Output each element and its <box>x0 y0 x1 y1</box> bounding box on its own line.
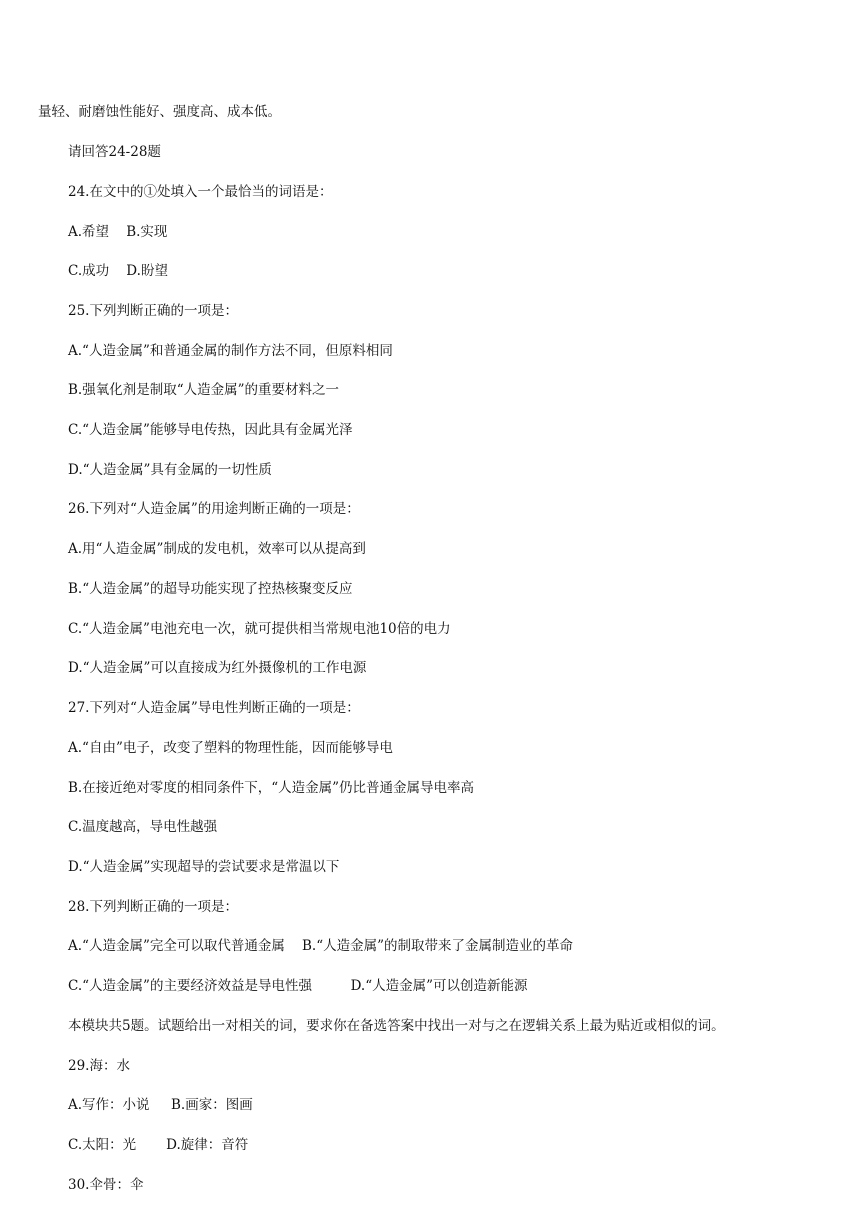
question-27: 27.下列对“人造金属”导电性判断正确的一项是： <box>68 700 360 716</box>
text-line: 量轻、耐磨蚀性能好、强度高、成本低。 <box>38 104 281 120</box>
option-line: C.“人造金属”的主要经济效益是导电性强 D.“人造金属”可以创造新能源 <box>68 978 528 994</box>
option-line: B.“人造金属”的超导功能实现了控热核聚变反应 <box>68 581 353 597</box>
question-26: 26.下列对“人造金属”的用途判断正确的一项是： <box>68 501 360 517</box>
option-line: C.温度越高，导电性越强 <box>68 819 218 835</box>
question-29: 29.海：水 <box>68 1058 130 1074</box>
option-line: A.用“人造金属”制成的发电机，效率可以从提高到 <box>68 541 366 557</box>
option-line: C.“人造金属”电池充电一次，就可提供相当常规电池10倍的电力 <box>68 621 451 637</box>
question-24: 24.在文中的①处填入一个最恰当的词语是： <box>68 184 333 200</box>
option-line: A.“人造金属”和普通金属的制作方法不同，但原料相同 <box>68 343 393 359</box>
option-line: C.太阳：光 D.旋律：音符 <box>68 1137 249 1153</box>
option-line: C.成功 D.盼望 <box>68 263 168 279</box>
option-line: A.“人造金属”完全可以取代普通金属 B.“人造金属”的制取带来了金属制造业的革命 <box>68 938 574 954</box>
question-25: 25.下列判断正确的一项是： <box>68 303 238 319</box>
option-line: B.强氧化剂是制取“人造金属”的重要材料之一 <box>68 382 340 398</box>
question-28: 28.下列判断正确的一项是： <box>68 899 238 915</box>
question-30: 30.伞骨：伞 <box>68 1177 144 1193</box>
option-line: C.“人造金属”能够导电传热，因此具有金属光泽 <box>68 422 353 438</box>
option-line: A.希望 B.实现 <box>68 224 168 240</box>
option-line: D.“人造金属”实现超导的尝试要求是常温以下 <box>68 859 340 875</box>
option-line: D.“人造金属”可以直接成为红外摄像机的工作电源 <box>68 660 367 676</box>
text-line: 请回答24-28题 <box>68 144 161 160</box>
option-line: A.“自由”电子，改变了塑料的物理性能，因而能够导电 <box>68 740 393 756</box>
option-line: B.在接近绝对零度的相同条件下，“人造金属”仍比普通金属导电率高 <box>68 780 475 796</box>
option-line: D.“人造金属”具有金属的一切性质 <box>68 462 272 478</box>
section-instruction: 本模块共5题。试题给出一对相关的词，要求你在备选答案中找出一对与之在逻辑关系上最为贴近或相似的词。 <box>68 1018 725 1034</box>
option-line: A.写作：小说 B.画家：图画 <box>68 1097 253 1113</box>
